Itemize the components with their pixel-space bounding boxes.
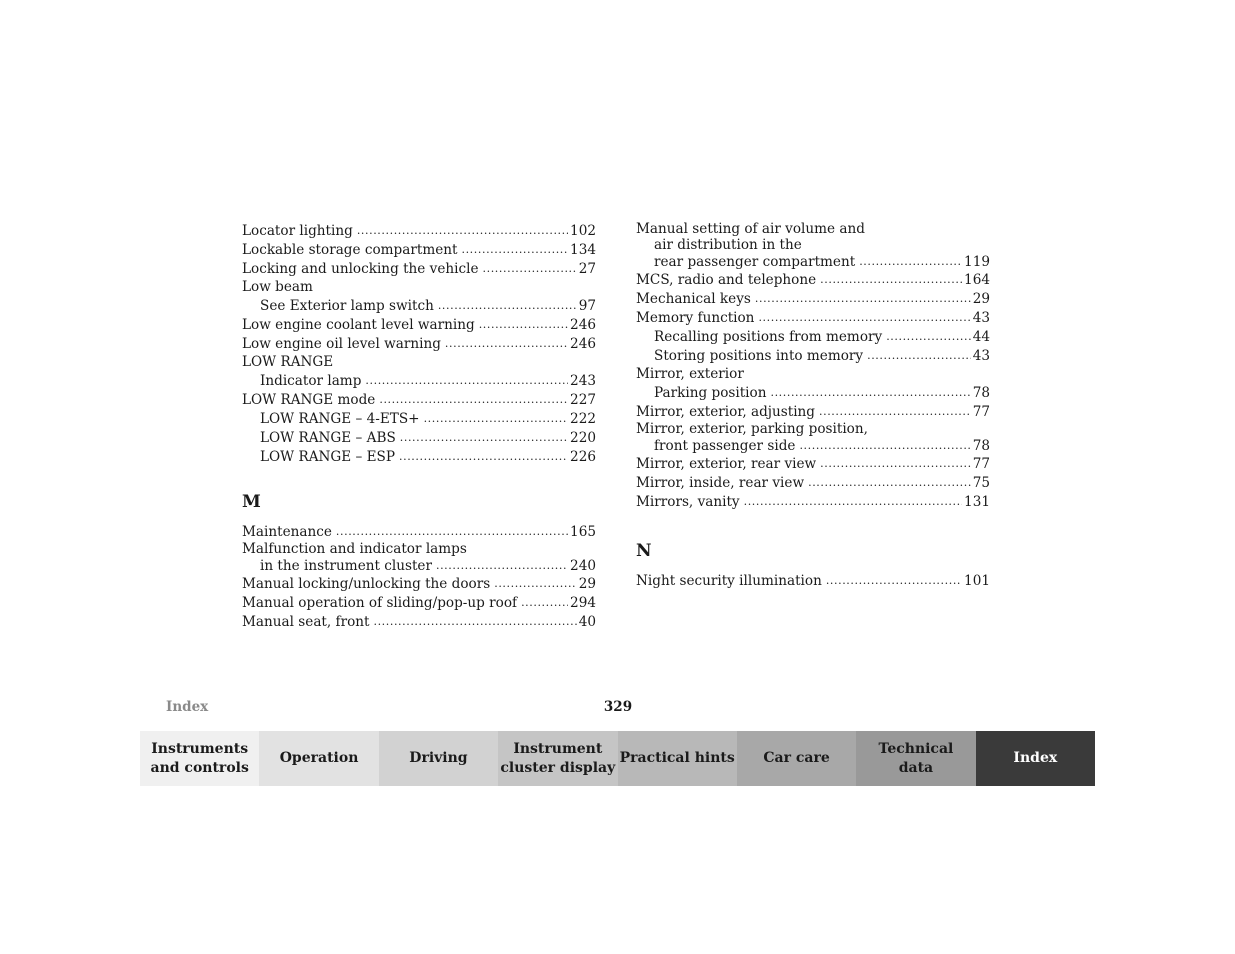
page-ref[interactable]: 294 bbox=[570, 595, 596, 611]
page-ref[interactable]: 246 bbox=[570, 317, 596, 333]
page-ref[interactable]: 78 bbox=[972, 438, 990, 454]
page-ref[interactable]: 240 bbox=[570, 558, 596, 574]
page-ref[interactable]: 226 bbox=[570, 449, 596, 465]
chapter-nav-bar bbox=[140, 731, 1095, 786]
page-ref[interactable]: 131 bbox=[964, 494, 990, 510]
index-heading: Low beam bbox=[242, 279, 313, 295]
index-entry[interactable]: Locator lighting ..... 102 bbox=[242, 221, 596, 240]
index-subentry[interactable]: LOW RANGE – ABS ..... 220 bbox=[242, 428, 596, 447]
page-ref[interactable]: 165 bbox=[570, 524, 596, 540]
page-ref[interactable]: 27 bbox=[578, 261, 596, 277]
index-entry[interactable]: LOW RANGE mode ..... 227 bbox=[242, 390, 596, 409]
page-ref[interactable]: 119 bbox=[964, 254, 990, 270]
page-ref[interactable]: 75 bbox=[972, 475, 990, 491]
tab-operation[interactable]: Operation bbox=[259, 731, 378, 786]
tab-car-care[interactable]: Car care bbox=[737, 731, 856, 786]
page-number: 329 bbox=[603, 699, 633, 715]
index-subentry[interactable]: Indicator lamp ..... 243 bbox=[242, 371, 596, 390]
page-ref[interactable]: 97 bbox=[578, 298, 596, 314]
index-subentry[interactable]: LOW RANGE – 4-ETS+ ..... 222 bbox=[242, 409, 596, 428]
index-entry[interactable]: MCS, radio and telephone ..... 164 bbox=[636, 270, 990, 289]
index-letter-heading: N bbox=[636, 541, 652, 561]
tab-instrument-cluster-display[interactable]: Instrument cluster display bbox=[498, 731, 617, 786]
page-ref[interactable]: 29 bbox=[578, 576, 596, 592]
page-ref[interactable]: 134 bbox=[570, 242, 596, 258]
index-letter-heading: M bbox=[242, 492, 261, 512]
index-subentry[interactable]: Parking position ..... 78 bbox=[636, 383, 990, 402]
page-ref[interactable]: 40 bbox=[578, 614, 596, 630]
index-column-left bbox=[242, 221, 596, 631]
index-entry[interactable]: Memory function ..... 43 bbox=[636, 308, 990, 327]
index-subentry[interactable]: Storing positions into memory ..... 43 bbox=[636, 346, 990, 365]
index-subentry[interactable]: LOW RANGE – ESP ..... 226 bbox=[242, 447, 596, 466]
index-entry[interactable]: Lockable storage compartment ..... 134 bbox=[242, 240, 596, 259]
index-entry-multiline[interactable]: Manual setting of air volume and air distribution in the rear passenger compartment ..... 119 bbox=[636, 221, 990, 270]
page-ref[interactable]: 220 bbox=[570, 430, 596, 446]
index-entry[interactable]: Mirror, inside, rear view ..... 75 bbox=[636, 473, 990, 492]
page-ref[interactable]: 77 bbox=[972, 456, 990, 472]
index-entry[interactable]: Low engine coolant level warning ..... 246 bbox=[242, 315, 596, 334]
index-entry[interactable]: Manual operation of sliding/pop-up roof ..... 294 bbox=[242, 593, 596, 612]
page-ref[interactable]: 227 bbox=[570, 392, 596, 408]
index-entry[interactable]: Mirror, exterior, adjusting ..... 77 bbox=[636, 402, 990, 421]
page-ref[interactable]: 78 bbox=[972, 385, 990, 401]
footer-section-title: Index bbox=[166, 699, 209, 715]
page-ref[interactable]: 44 bbox=[972, 329, 990, 345]
tab-practical-hints[interactable]: Practical hints bbox=[618, 731, 737, 786]
index-entry[interactable]: Mirror, exterior, rear view ..... 77 bbox=[636, 454, 990, 473]
index-heading: Mirror, exterior bbox=[636, 366, 744, 382]
tab-technical-data[interactable]: Technical data bbox=[856, 731, 975, 786]
index-entry[interactable]: Night security illumination ..... 101 bbox=[636, 571, 990, 590]
index-entry[interactable]: Low engine oil level warning ..... 246 bbox=[242, 334, 596, 353]
page-ref[interactable]: 77 bbox=[972, 404, 990, 420]
page-ref[interactable]: 102 bbox=[570, 223, 596, 239]
page-ref[interactable]: 29 bbox=[972, 291, 990, 307]
index-entry[interactable]: Locking and unlocking the vehicle ..... 27 bbox=[242, 259, 596, 278]
page-ref[interactable]: 164 bbox=[964, 272, 990, 288]
tab-index[interactable]: Index bbox=[976, 731, 1095, 786]
page-ref[interactable]: 246 bbox=[570, 336, 596, 352]
page-ref[interactable]: 243 bbox=[570, 373, 596, 389]
index-entry[interactable]: Manual locking/unlocking the doors ..... 29 bbox=[242, 574, 596, 593]
index-entry[interactable]: Manual seat, front ..... 40 bbox=[242, 612, 596, 631]
index-subentry[interactable]: See Exterior lamp switch ..... 97 bbox=[242, 296, 596, 315]
index-heading: LOW RANGE bbox=[242, 354, 334, 370]
tab-instruments-and-controls[interactable]: Instruments and controls bbox=[140, 731, 259, 786]
tab-driving[interactable]: Driving bbox=[379, 731, 498, 786]
index-entry[interactable]: Mechanical keys ..... 29 bbox=[636, 289, 990, 308]
index-subentry[interactable]: Recalling positions from memory ..... 44 bbox=[636, 327, 990, 346]
page-ref[interactable]: 101 bbox=[964, 573, 990, 589]
page-ref[interactable]: 222 bbox=[570, 411, 596, 427]
index-entry-multiline[interactable]: Mirror, exterior, parking position, front passenger side ..... 78 bbox=[636, 421, 990, 454]
index-entry[interactable]: Mirrors, vanity ..... 131 bbox=[636, 492, 990, 511]
index-entry-multiline[interactable]: Malfunction and indicator lamps in the instrument cluster ..... 240 bbox=[242, 541, 596, 574]
page-ref[interactable]: 43 bbox=[972, 310, 990, 326]
index-column-right bbox=[636, 221, 990, 590]
index-entry[interactable]: Maintenance ..... 165 bbox=[242, 522, 596, 541]
page-ref[interactable]: 43 bbox=[972, 348, 990, 364]
